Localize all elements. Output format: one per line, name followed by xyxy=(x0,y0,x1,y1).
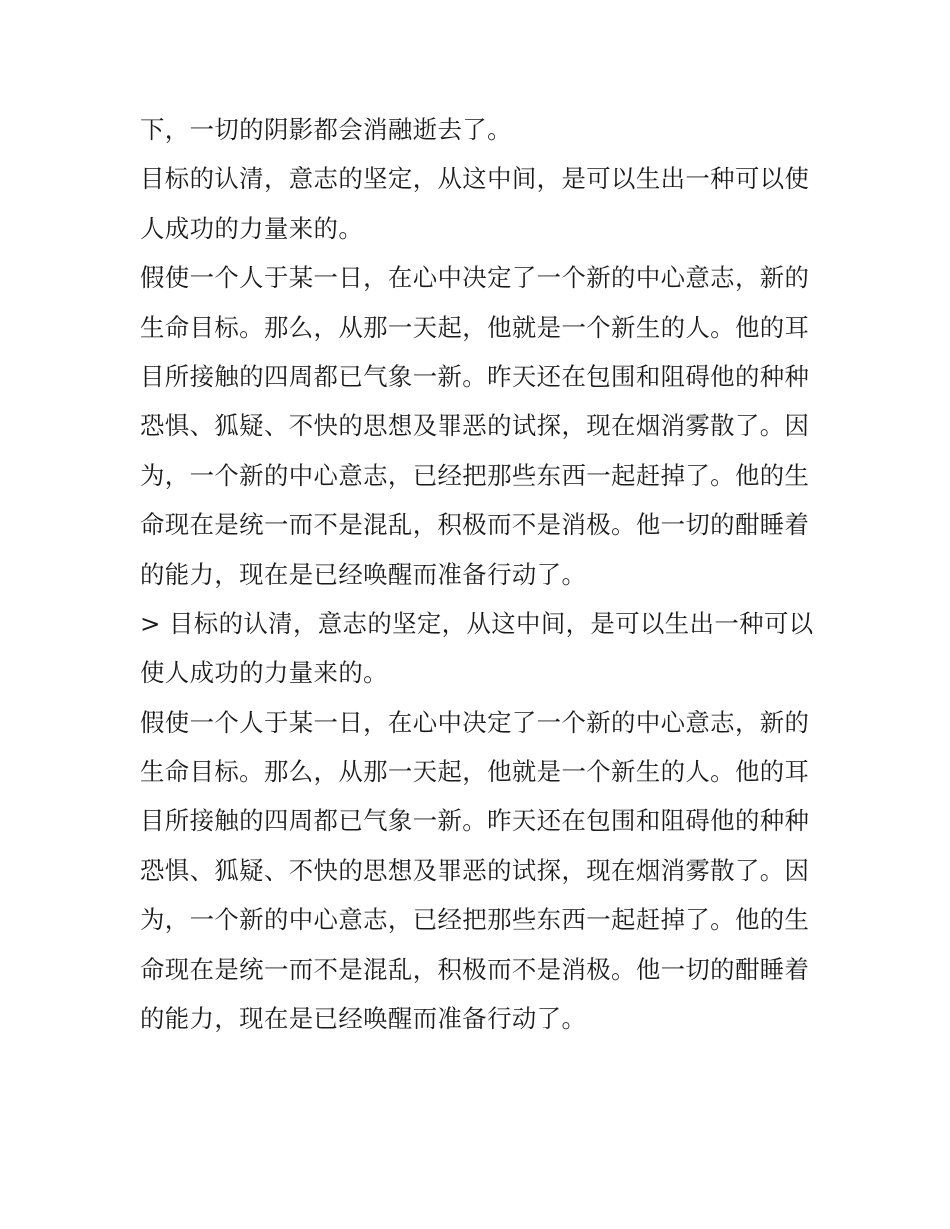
text-line-para2-1: 假使一个人于某一日，在心中决定了一个新的中心意志，新的 xyxy=(140,263,810,293)
text-line-para3-6: 命现在是统一而不是混乱，积极而不是消极。他一切的酣睡着 xyxy=(140,954,810,984)
text-line-para2-7: 的能力，现在是已经唤醒而准备行动了。 xyxy=(140,559,587,589)
text-line-continuation: 下，一切的阴影都会消融逝去了。 xyxy=(140,115,512,144)
text-line-para3-5: 为，一个新的中心意志，已经把那些东西一起赶掉了。他的生 xyxy=(140,905,810,935)
text-line-para1-1: 目标的认清，意志的坚定，从这中间，是可以生出一种可以使 xyxy=(140,164,810,194)
body-text xyxy=(140,105,820,1043)
text-line-para2-2: 生命目标。那么，从那一天起，他就是一个新生的人。他的耳 xyxy=(140,312,810,342)
text-line-para3-1: 假使一个人于某一日，在心中决定了一个新的中心意志，新的 xyxy=(140,707,810,737)
text-line-para3-3: 目所接触的四周都已气象一新。昨天还在包围和阻碍他的种种 xyxy=(140,806,810,836)
text-line-quote-2: 使人成功的力量来的。 xyxy=(140,658,388,688)
text-line-para1-2: 人成功的力量来的。 xyxy=(140,213,364,243)
text-line-para3-7: 的能力，现在是已经唤醒而准备行动了。 xyxy=(140,1004,587,1034)
text-line-para2-6: 命现在是统一而不是混乱，积极而不是消极。他一切的酣睡着 xyxy=(140,510,810,540)
text-line-para3-4: 恐惧、狐疑、不快的思想及罪恶的试探，现在烟消雾散了。因 xyxy=(140,855,810,885)
text-line-para2-4: 恐惧、狐疑、不快的思想及罪恶的试探，现在烟消雾散了。因 xyxy=(140,411,810,441)
text-line-para2-3: 目所接触的四周都已气象一新。昨天还在包围和阻碍他的种种 xyxy=(140,361,810,391)
text-line-quote-1: > 目标的认清，意志的坚定，从这中间，是可以生出一种可以 xyxy=(140,608,814,638)
text-line-para2-5: 为，一个新的中心意志，已经把那些东西一起赶掉了。他的生 xyxy=(140,460,810,490)
text-line-para3-2: 生命目标。那么，从那一天起，他就是一个新生的人。他的耳 xyxy=(140,757,810,787)
